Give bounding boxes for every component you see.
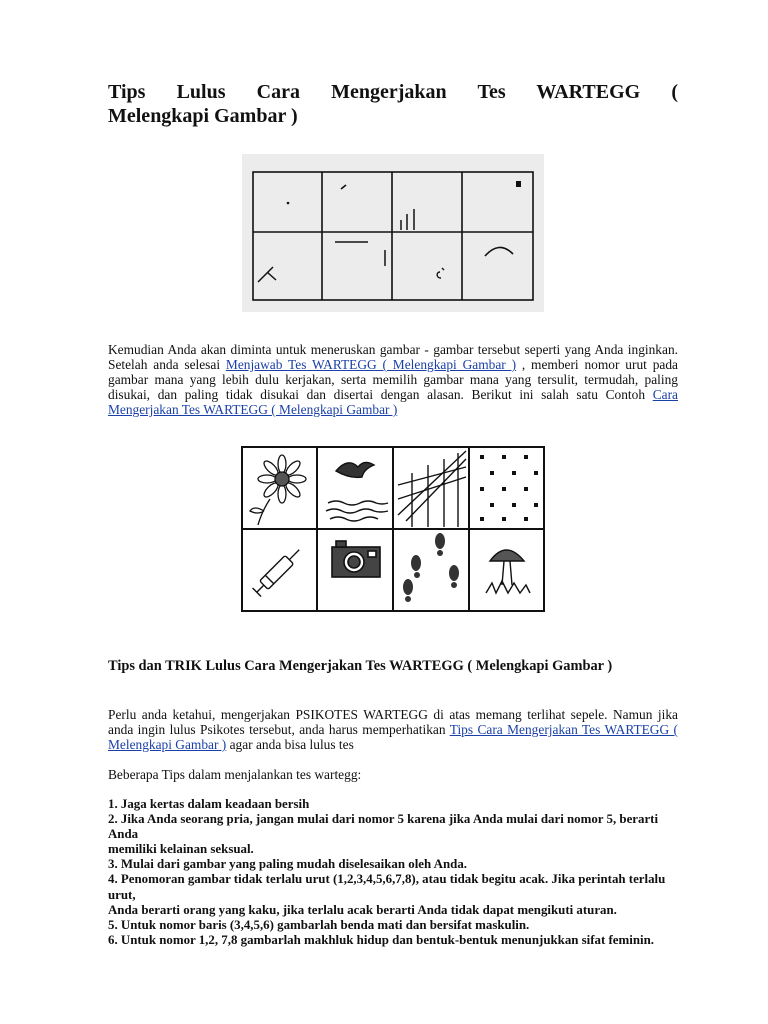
section-text-2: agar anda bisa lulus tes <box>226 737 354 752</box>
section-paragraph-1 <box>108 707 678 752</box>
tip-4-cont: Anda berarti orang yang kaku, jika terlalu acak berarti Anda tidak dapat mengikuti aturan. <box>108 902 617 917</box>
tip-2-cont: memiliki kelainan seksual. <box>108 842 254 857</box>
tip-2: 2. Jika Anda seorang pria, jangan mulai dari nomor 5 karena jika Anda mulai dari nomor 5, berarti Anda <box>108 812 659 842</box>
cell-1-dot <box>287 202 290 205</box>
section-text-1: Perlu anda ketahui, mengerjakan PSIKOTES WARTEGG di atas memang terlihat sepele. Namun jika anda ingin lulus Psikotes tersebut, anda harus memperhatikan <box>108 707 678 737</box>
tip-6: 6. Untuk nomor 1,2, 7,8 gambarlah makhluk hidup dan bentuk-bentuk menunjukkan sifat feminin. <box>108 932 654 947</box>
tip-4: 4. Penomoran gambar tidak terlalu urut (1,2,3,4,5,6,7,8), atau tidak begitu acak. Jika perintah terlalu urut, <box>108 872 666 902</box>
title-line-1: Tips Lulus Cara Mengerjakan Tes WARTEGG ( <box>108 81 678 103</box>
intro-text-2: , memberi nomor urut pada gambar mana yang lebih dulu kerjakan, serta memilih gambar mana yang tersulit, termudah, paling disukai, dan paling tidak disukai dan disertai dengan alasan. Berikut ini salah satu Contoh <box>108 357 678 402</box>
page-title <box>108 80 678 128</box>
link-cara-mengerjakan[interactable]: Cara Mengerjakan Tes WARTEGG ( Melengkapi Gambar ) <box>108 387 678 417</box>
tip-1: 1. Jaga kertas dalam keadaan bersih <box>108 797 310 811</box>
camera-drawing <box>332 541 380 577</box>
link-tips-cara[interactable]: Tips Cara Mengerjakan Tes WARTEGG ( Melengkapi Gambar ) <box>108 722 678 752</box>
section-paragraph-2: Beberapa Tips dalam menjalankan tes wartegg: <box>108 767 362 782</box>
tip-3: 3. Mulai dari gambar yang paling mudah diselesaikan oleh Anda. <box>108 857 467 872</box>
figure-background <box>242 154 544 312</box>
section-heading: Tips dan TRIK Lulus Cara Mengerjakan Tes WARTEGG ( Melengkapi Gambar ) <box>108 658 613 674</box>
link-menjawab-tes[interactable]: Menjawab Tes WARTEGG ( Melengkapi Gambar ) <box>225 357 517 372</box>
title-line-2: Melengkapi Gambar ) <box>108 105 298 127</box>
cell-4-square <box>516 181 521 187</box>
intro-paragraph <box>108 342 678 417</box>
tip-5: 5. Untuk nomor baris (3,4,5,6) gambarlah benda mati dan bersifat maskulin. <box>108 917 530 932</box>
tips-list <box>108 797 673 948</box>
intro-text-1: Kemudian Anda akan diminta untuk meneruskan gambar - gambar tersebut seperti yang Anda inginkan. Setelah anda selesai <box>108 342 678 372</box>
wartegg-completed-example-figure <box>240 445 546 613</box>
wartegg-blank-form-figure <box>242 154 544 312</box>
